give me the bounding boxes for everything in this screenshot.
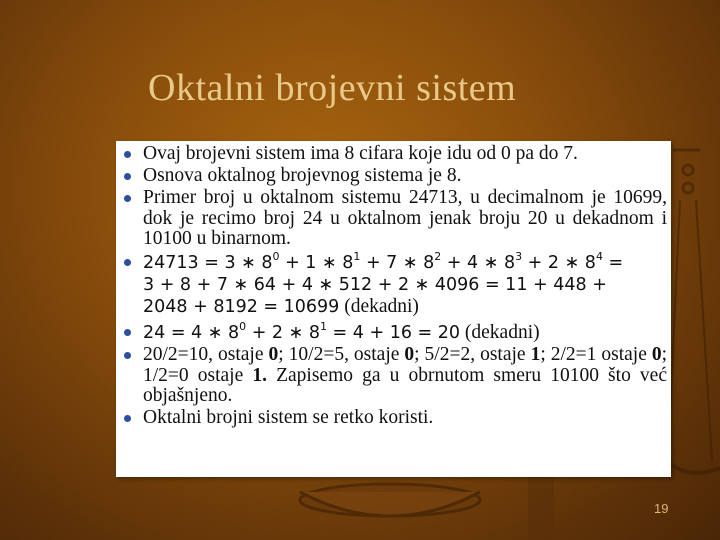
bullet-icon — [124, 329, 131, 336]
math-formula: 24 = 4 ∗ $8^0 + 2$ ∗ $8^1 = 4 + 16 = 20$ — [143, 319, 461, 343]
math-formula: 24713 = 3 ∗ $8^0 + 1$ ∗ $8^1 + 7$ ∗ $8^2 + 4$ ∗ $8^3 + 2$ ∗ $8^4$ = — [143, 249, 624, 273]
bullet-text: Osnova oktalnog brojevnog sistema je 8. — [143, 165, 462, 186]
bullet-text: 20/2=10, ostaje 0; 10/2=5, ostaje 0; 5/2=2, ostaje 1; 2/2=1 ostaje 0; 1/2=0 ostaje 1. Zapisemo ga u obrnutom smeru 10100 što već objašnjeno. — [143, 344, 668, 406]
list-item — [116, 319, 671, 344]
list-item — [116, 188, 671, 250]
bullet-text: Oktalni brojni sistem se retko koristi. — [143, 407, 434, 428]
bullet-icon — [124, 415, 131, 422]
bullet-text: Primer broj u oktalnom sistemu 24713, u decimalnom je 10699, dok je recimo broj 24 u oktalnom jenak broju 20 u dekadnom i 10100 u binarnom. — [143, 187, 667, 249]
list-item — [116, 408, 671, 429]
list-item — [116, 166, 671, 187]
list-item — [116, 144, 671, 165]
list-item — [116, 345, 671, 407]
bullet-icon — [124, 259, 131, 266]
math-formula-line-2: 3 + 8 + 7 ∗ 64 + 4 ∗ 512 + 2 ∗ 4096 = 11 + 448 + — [143, 274, 607, 295]
slide-title: Oktalni brojevni sistem — [148, 67, 517, 109]
bullet-icon — [124, 352, 131, 359]
bullet-icon — [124, 173, 131, 180]
list-item — [116, 249, 671, 318]
bullet-icon — [124, 195, 131, 202]
bullet-icon — [124, 151, 131, 158]
content-box — [116, 141, 671, 477]
page-number: 19 — [654, 501, 669, 516]
bullet-suffix: (dekadni) — [339, 295, 419, 317]
math-formula-line-3: 2048 + 8192 = 10699 — [143, 296, 340, 317]
bullet-text: Ovaj brojevni sistem ima 8 cifara koje idu od 0 pa do 7. — [143, 143, 578, 164]
bullet-suffix: (dekadni) — [460, 321, 540, 343]
bullet-list — [116, 144, 671, 430]
